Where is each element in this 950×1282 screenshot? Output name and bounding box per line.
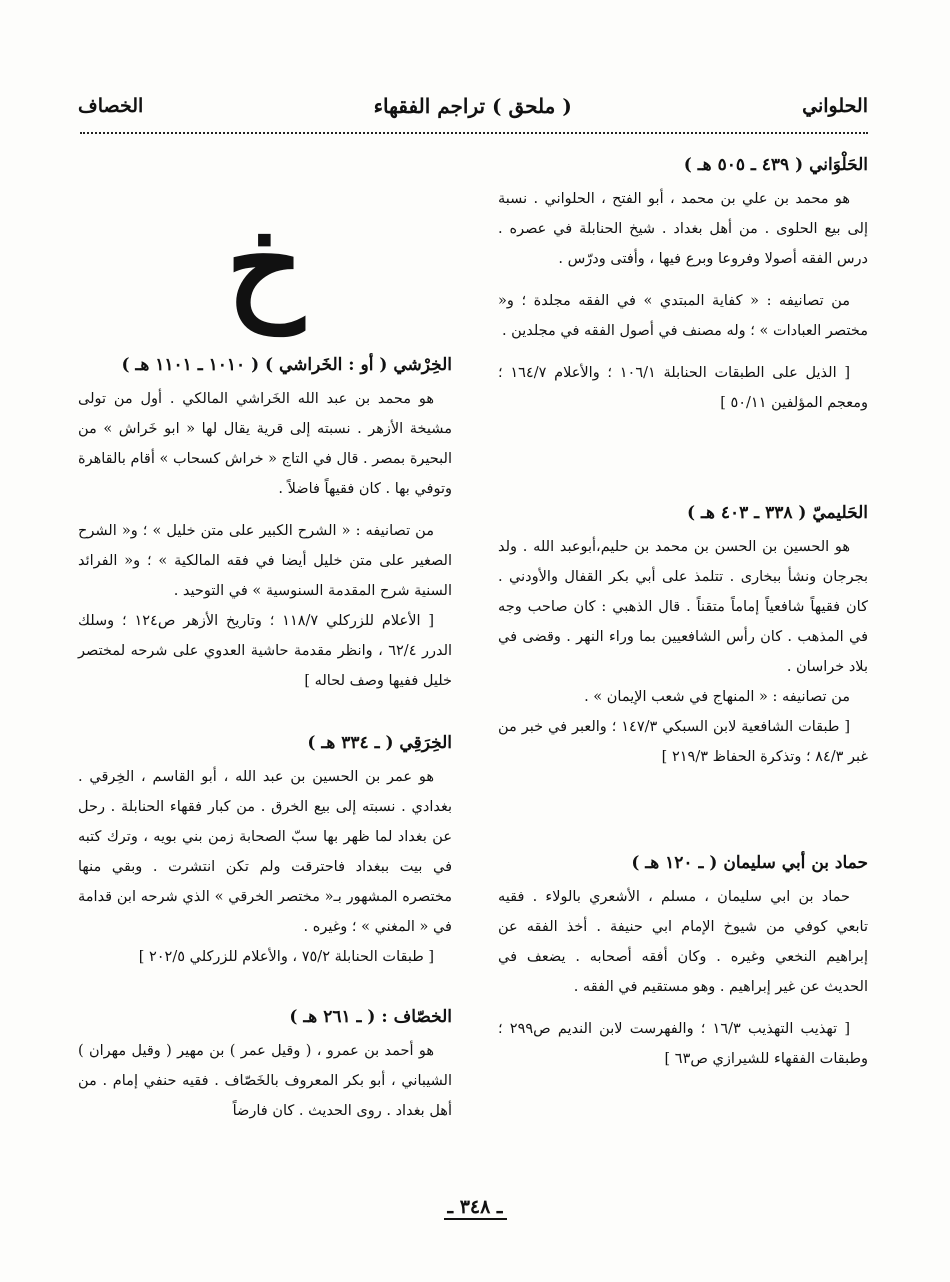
entry-paragraph: هو محمد بن عبد الله الخَراشي المالكي . أول من تولى مشيخة الأزهر . نسبته إلى قرية يقال لها « ابو خَراش » من البحيرة بمصر . قال في التاج « خراش كسحاب » أقام بالقاهرة وتوفي بها . كان فقيهاً فاضلاً . xyxy=(78,391,452,497)
entry-khiraqi xyxy=(78,728,452,972)
header-divider xyxy=(80,132,868,134)
entry-halwani xyxy=(498,150,868,418)
entry-paragraph: حماد بن ابي سليمان ، مسلم ، الأشعري بالولاء . فقيه تابعي كوفي من شيوخ الإمام ابي حنيفة . أخذ الفقه عن إبراهيم النخعي وغيره . وكان أفقه أصحابه . يضعف في الحديث عن غير إبراهيم . وهو مستقيم في الفقه . xyxy=(498,889,868,995)
entry-paragraph: من تصانيفه : « الشرح الكبير على متن خليل » ؛ و« الشرح الصغير على متن خليل أيضا في فقه المالكية » ؛ و« الفرائد السنية شرح المقدمة السنوسية » في التوحيد . xyxy=(78,523,452,599)
running-header xyxy=(78,86,868,126)
entry-paragraph: من تصانيفه : « كفاية المبتدي » في الفقه مجلدة ؛ و« مختصر العبادات » ؛ وله مصنف في أصول الفقه في مجلدين . xyxy=(498,293,868,339)
left-column xyxy=(78,194,453,1142)
entry-references: [ طبقات الشافعية لابن السبكي ١٤٧/٣ ؛ والعبر في خبر من غبر ٨٤/٣ ؛ وتذكرة الحفاظ ٢١٩/٣ ] xyxy=(498,719,868,765)
header-left-word: الخصاف xyxy=(78,95,144,117)
entry-references: [ الذيل على الطبقات الحنابلة ١٠٦/١ ؛ والأعلام ١٦٤/٧ ؛ ومعجم المؤلفين ٥٠/١١ ] xyxy=(498,365,868,411)
entry-title: الخصّاف : ( ـ ٢٦١ هـ ) xyxy=(289,1007,452,1027)
entry-references: [ طبقات الحنابلة ٧٥/٢ ، والأعلام للزركلي ٢٠٢/٥ ] xyxy=(138,949,434,965)
header-title: ( ملحق ) تراجم الفقهاء xyxy=(373,94,572,118)
entry-title: الحَلْوَاني ( ٤٣٩ ـ ٥٠٥ هـ ) xyxy=(683,155,868,175)
entry-references: [ الأعلام للزركلي ١١٨/٧ ؛ وتاريخ الأزهر ص١٢٤ ؛ وسلك الدرر ٦٢/٤ ، وانظر مقدمة حاشية العدوي على شرحه لمختصر خليل ففيها وصف لحاله ] xyxy=(78,613,453,689)
entry-paragraph: هو محمد بن علي بن محمد ، أبو الفتح ، الحلواني . نسبة إلى بيع الحلوى . من أهل بغداد . شيخ الحنابلة في عصره . درس الفقه أصولا وفروعا وبرع فيها ، وأفتى ودرّس . xyxy=(498,191,868,267)
entry-references: [ تهذيب التهذيب ١٦/٣ ؛ والفهرست لابن النديم ص٢٩٩ ؛ وطبقات الفقهاء للشيرازي ص٦٣ ] xyxy=(498,1021,868,1067)
header-right-word: الحلواني xyxy=(802,95,868,117)
entry-paragraph: هو أحمد بن عمرو ، ( وقيل عمر ) بن مهير ( وقيل مهران ) الشيباني ، أبو بكر المعروف بالخَصّاف . فقيه حنفي إمام . من أهل بغداد . روى الحديث . كان فارضاً xyxy=(78,1043,452,1119)
entry-paragraph: هو عمر بن الحسين بن عبد الله ، أبو القاسم ، الخِرقي . بغدادي . نسبته إلى بيع الخرق . من كبار فقهاء الحنابلة . رحل عن بغداد لما ظهر بها سبّ الصحابة زمن بني بويه ، وترك كتبه في بيت ببغداد فاحترقت ولم تكن انتشرت . وبقي منها مختصره المشهور بـ« مختصر الخرقي » الذي شرحه ابن قدامة في « المغني » ؛ وغيره . xyxy=(78,769,452,935)
entry-paragraph: هو الحسين بن الحسن بن محمد بن حليم،أبوعبد الله . ولد بجرجان ونشأ ببخارى . تتلمذ على أبي بكر القفال والأودني . كان فقيهاً شافعياً إماماً متقناً . قال الذهبي : كان صاحب وجه في المذهب . كان رأس الشافعيين بما وراء النهر . وقضى في بلاد خراسان . xyxy=(498,539,868,675)
entry-khirshi xyxy=(78,350,452,696)
section-letter: خ xyxy=(226,194,304,335)
entry-title: الخِرْشي ( أو : الخَراشي ) ( ١٠١٠ ـ ١١٠١ هـ ) xyxy=(121,355,452,375)
page-number-text: ـ ٣٤٨ ـ xyxy=(444,1196,507,1220)
entry-halimi xyxy=(498,498,868,772)
entry-title: الحَليميّ ( ٣٣٨ ـ ٤٠٣ هـ ) xyxy=(687,503,868,523)
page-number xyxy=(0,1196,950,1218)
entry-title: الخِرَقِي ( ـ ٣٣٤ هـ ) xyxy=(307,733,452,753)
entry-paragraph: من تصانيفه : « المنهاج في شعب الإيمان » . xyxy=(584,689,850,705)
entry-khassaf xyxy=(78,1002,452,1126)
right-column xyxy=(498,150,868,1090)
entry-hammad xyxy=(498,848,868,1074)
entry-title: حماد بن أبي سليمان ( ـ ١٢٠ هـ ) xyxy=(631,853,868,873)
